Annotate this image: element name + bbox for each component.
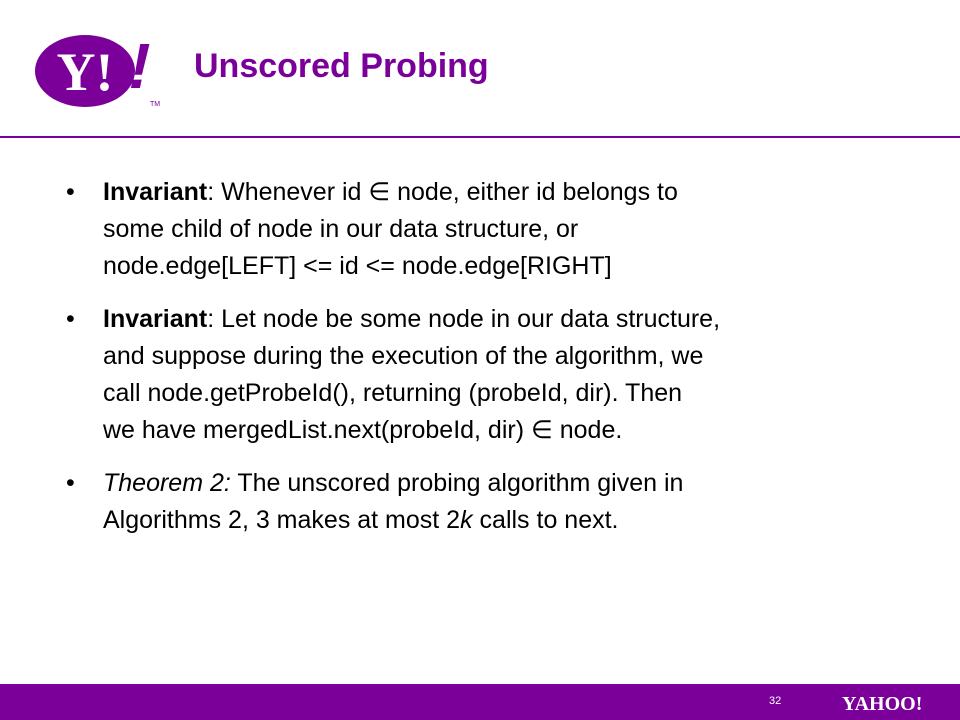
- bullet-3-line-2: Algorithms 2, 3 makes at most 2k calls to next.: [103, 506, 619, 534]
- bullet-dot: •: [66, 178, 75, 206]
- bullet-dot: •: [66, 305, 75, 333]
- bullet-2-line-1: Invariant: Let node be some node in our data structure,: [103, 305, 721, 333]
- footer-bar: [0, 684, 960, 720]
- variable-k: k: [460, 506, 473, 534]
- bullet-list: [66, 174, 916, 555]
- bullet-2-line-3: call node.getProbeId(), returning (probeId, dir). Then: [103, 379, 683, 407]
- bullet-item-invariant-2: [66, 301, 916, 449]
- bullet-item-theorem-2: [66, 465, 916, 539]
- yahoo-footer-logo-text: YAHOO!: [842, 693, 923, 714]
- bullet-1-line-2: some child of node in our data structure, or: [103, 215, 579, 243]
- title-divider: [0, 136, 960, 138]
- bullet-1-line-1: Invariant: Whenever id ∈ node, either id belongs to: [103, 178, 678, 206]
- bullet-1-line-3: node.edge[LEFT] <= id <= node.edge[RIGHT]: [103, 252, 612, 280]
- yahoo-logo-y: Y!: [56, 42, 114, 102]
- bullet-1-label: Invariant: [103, 178, 208, 206]
- yahoo-logo: [30, 26, 170, 110]
- element-of-symbol: ∈: [531, 416, 553, 444]
- bullet-3-line-1: Theorem 2: The unscored probing algorithm given in: [103, 469, 684, 497]
- yahoo-logo-exclamation: !: [121, 29, 159, 102]
- yahoo-footer-logo: [840, 692, 950, 714]
- bullet-dot: •: [66, 469, 75, 497]
- bullet-2-line-2: and suppose during the execution of the algorithm, we: [103, 342, 704, 370]
- bullet-2-line-4: we have mergedList.next(probeId, dir) ∈ node.: [103, 416, 623, 444]
- page-number: 32: [769, 695, 782, 707]
- slide-title: Unscored Probing: [194, 47, 489, 85]
- bullet-item-invariant-1: [66, 174, 916, 285]
- bullet-2-label: Invariant: [103, 305, 208, 333]
- theorem-label: Theorem 2:: [103, 469, 231, 497]
- element-of-symbol: ∈: [368, 178, 391, 206]
- trademark-mark: TM: [150, 101, 161, 108]
